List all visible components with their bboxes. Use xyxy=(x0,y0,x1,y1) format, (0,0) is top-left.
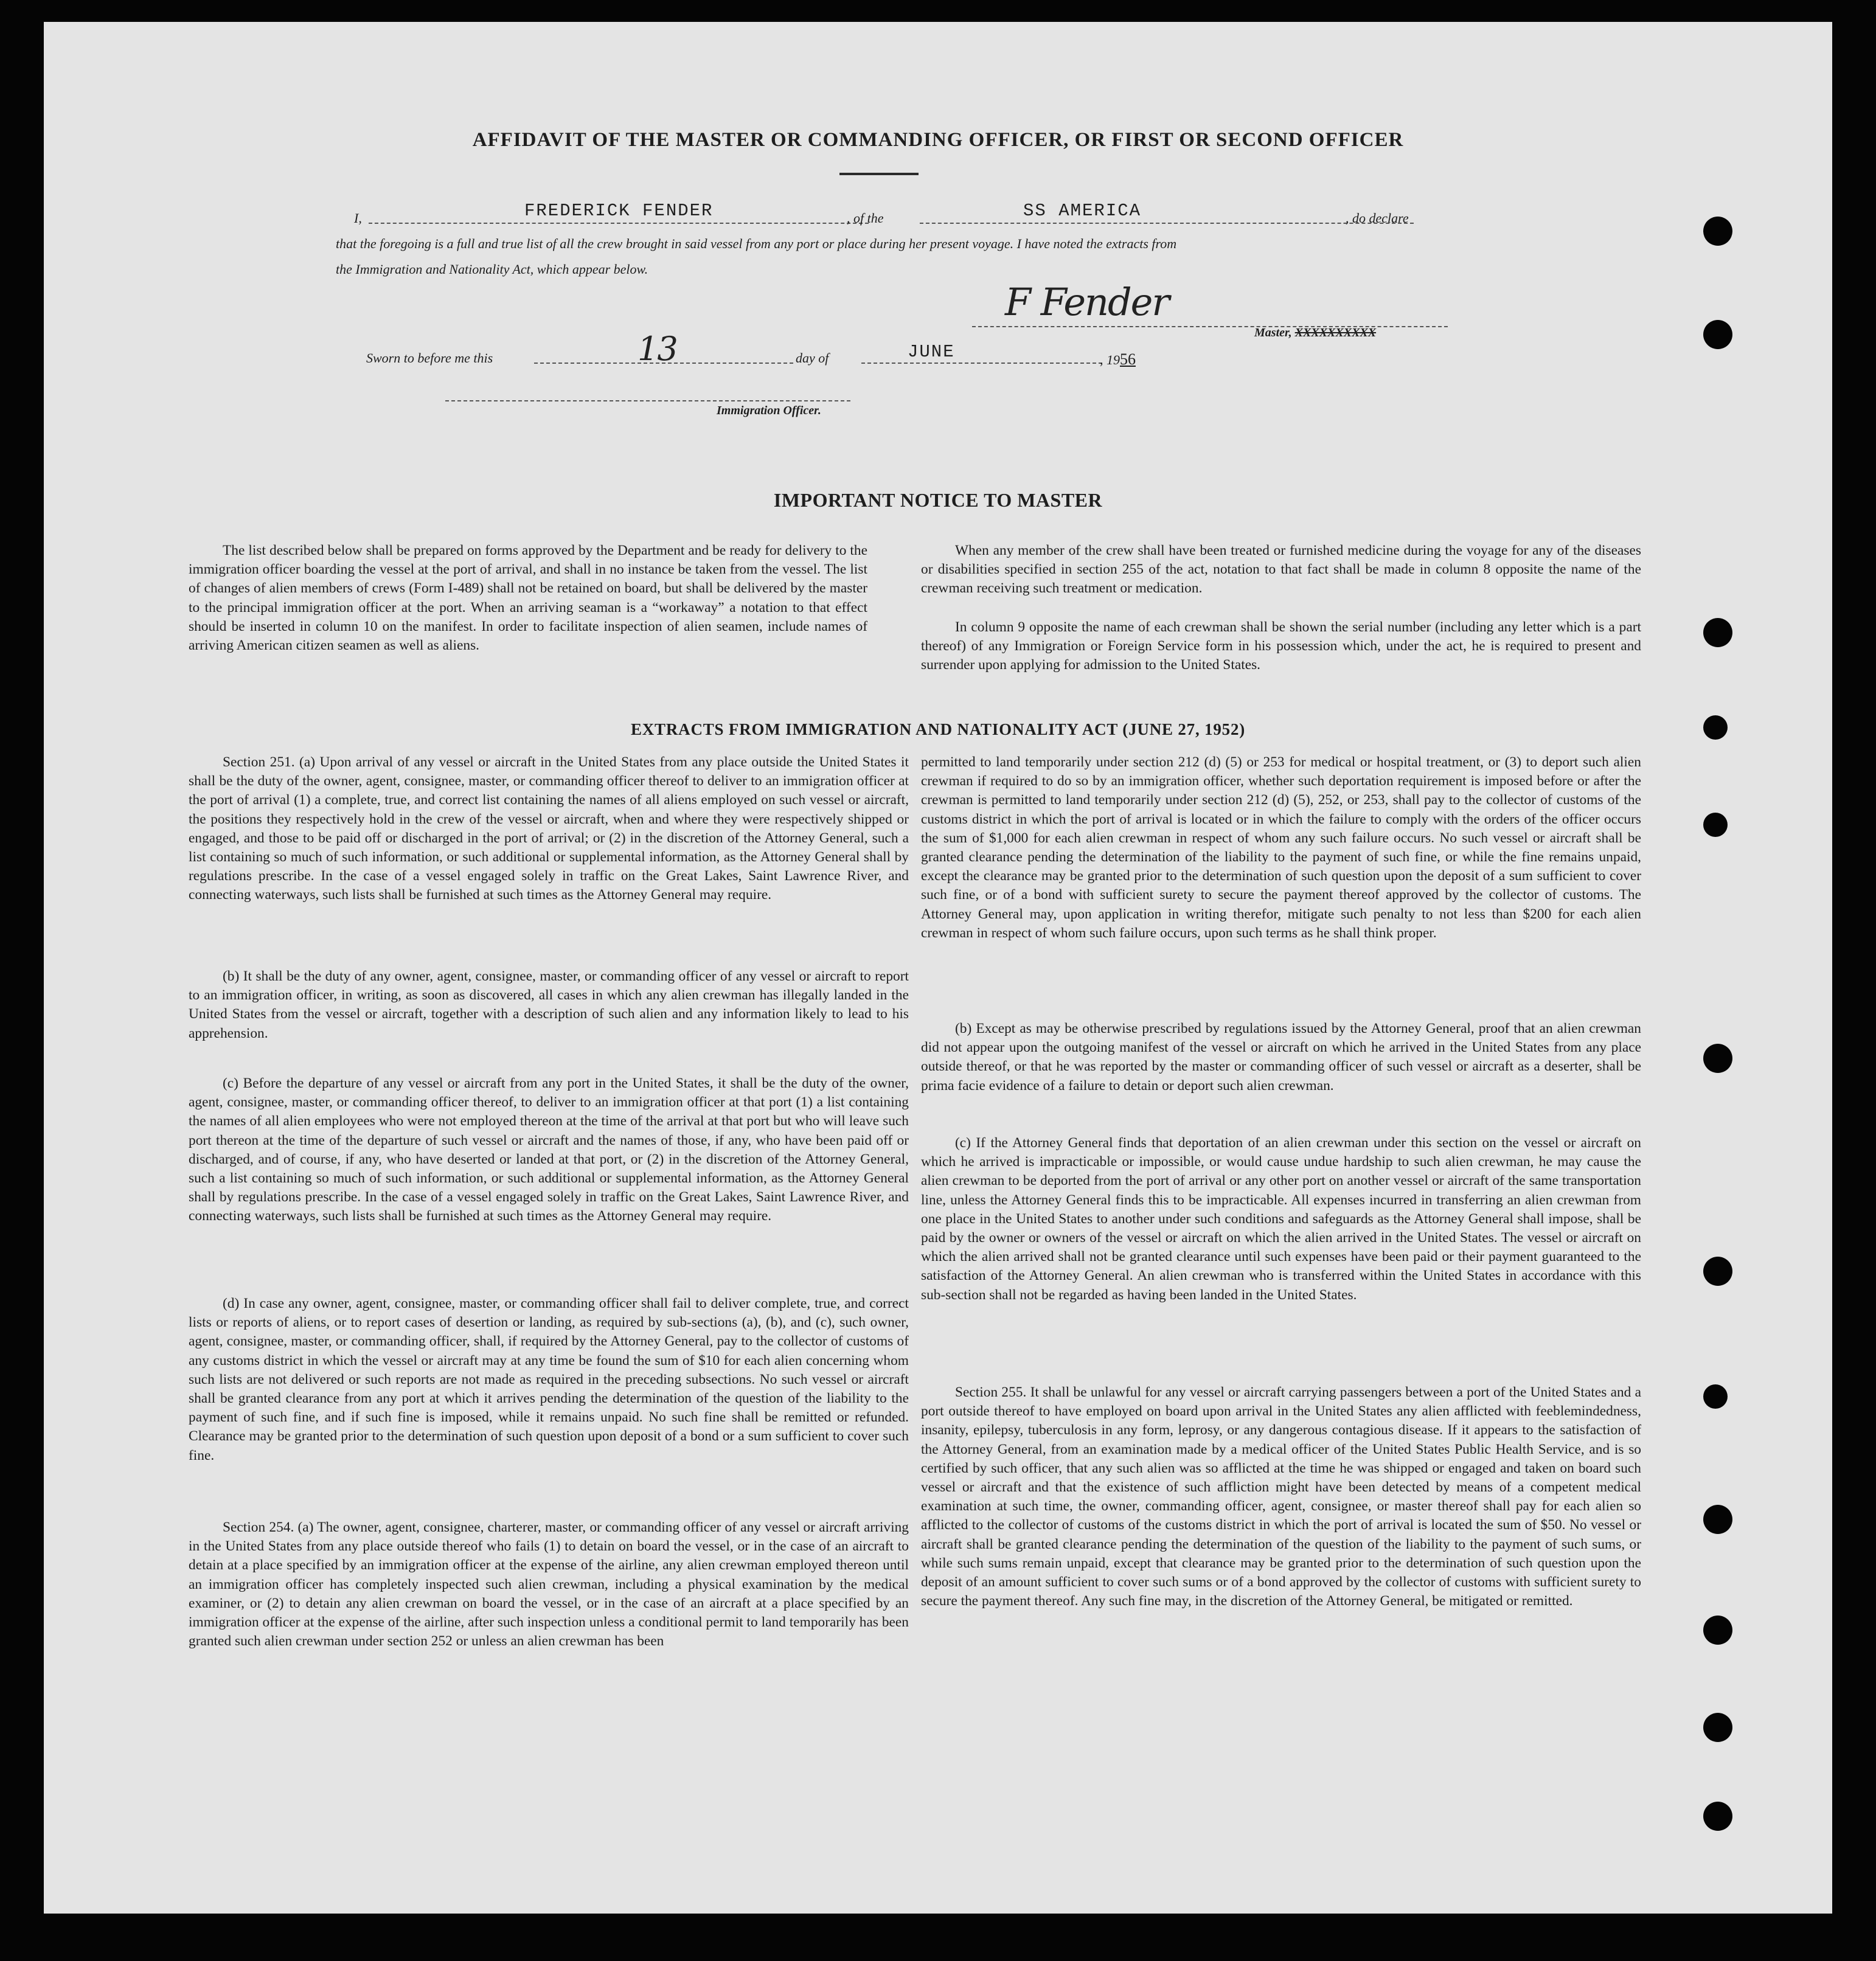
notice-right-paragraph-2: In column 9 opposite the name of each crewman shall be shown the serial number (including any letter which is a part thereof) of any Immigration or Foreign Service form in his possession which, under the act, he is required to present and surrender upon applying for admission to the United States. xyxy=(921,619,1641,673)
punch-hole xyxy=(1703,1713,1732,1742)
vessel-name: SS AMERICA xyxy=(1023,201,1142,221)
document-page xyxy=(44,22,1832,1914)
section-255: Section 255. It shall be unlawful for any vessel or aircraft carrying passengers between a port of the United States and a port outside thereof to have employed on board upon arrival in the United States any alien afflicted with feeblemindedness, insanity, epilepsy, tuberculosis in any form, leprosy, or any dangerous contagious disease. If it appears to the satisfaction of the Attorney General, from an examination made by a medical officer of the United States Public Health Service, and is so certified by such officer, that any such alien was so afflicted at the time he was shipped or engaged and taken on board such vessel or aircraft and that the existence of such affliction might have been detected by means of a competent medical examination at such time, the owner, commanding officer, agent, consignee, or master thereof shall pay for each alien so afflicted to the collector of customs of the customs district in which the port of arrival is located the sum of $50. No vessel or aircraft shall be granted clearance pending the determination of the question of the liability to the payment of such sums, or while such sums remain unpaid, except that clearance may be granted prior to the determination of such question upon the deposit of an amount sufficient to cover such sums or of a bond approved by the collector of customs with sufficient surety to secure the payment thereof. Any such fine may, in the discretion of the Attorney General, be mitigated or remitted. xyxy=(921,1384,1641,1609)
punch-hole xyxy=(1703,320,1732,349)
punch-hole xyxy=(1703,1384,1728,1409)
day-of-label: day of xyxy=(796,350,829,366)
section-254-b: (b) Except as may be otherwise prescribed by regulations issued by the Attorney General, proof that an alien crewman did not appear upon the outgoing manifest of the vessel or aircraft on which he arrived in the United States from any place outside thereof, or that he was reported by the master or commanding officer of such vessel or aircraft as a deserter, shall be prima facie evidence of a failure to detain or deport such alien crewman. xyxy=(921,1021,1641,1094)
declaration-line-2: the Immigration and Nationality Act, which appear below. xyxy=(336,262,648,277)
sworn-month-line xyxy=(861,363,1102,364)
sworn-prefix: Sworn to before me this xyxy=(366,350,493,366)
sworn-year xyxy=(1100,350,1136,369)
master-name: FREDERICK FENDER xyxy=(524,201,714,221)
notice-left-paragraph: The list described below shall be prepared on forms approved by the Department and be ready for delivery to the immigration officer boarding the vessel at the port of arrival, and shall in no instance be taken from the vessel. The list of changes of alien members of crews (Form I-489) shall not be retained on board, but shall be delivered by the master to the principal immigration officer at the port. When an arriving seaman is a “workaway” a notation to that effect should be inserted in column 10 on the manifest. In order to facilitate inspection of alien seamen, include names of arriving American citizen seamen as well as aliens. xyxy=(189,543,867,654)
sworn-day: 13 xyxy=(637,330,677,368)
extracts-title: EXTRACTS FROM IMMIGRATION AND NATIONALITY ACT (JUNE 27, 1952) xyxy=(630,720,1246,738)
section-254-a: Section 254. (a) The owner, agent, consignee, charterer, master, or commanding officer of any vessel or aircraft arriving in the United States from any place outside thereof who fails (1) to detain on board the vessel, or in the case of an aircraft to detain at a place specified by an immigration officer at the expense of the airline, any alien crewman employed thereon until an immigration officer has completely inspected such alien crewman, including a physical examination by the medical examiner, or (2) to detain any alien crewman on board the vessel, or in the case of an aircraft at a place specified by an immigration officer at the expense of the airline, after such inspection unless a conditional permit to land temporarily has been granted such alien crewman under section 252 or unless an alien crewman has been xyxy=(189,1519,909,1650)
master-signature: F Fender xyxy=(1005,280,1169,324)
punch-hole xyxy=(1703,618,1732,647)
notice-title: IMPORTANT NOTICE TO MASTER xyxy=(773,489,1103,511)
punch-hole xyxy=(1703,1505,1732,1534)
section-251-a: Section 251. (a) Upon arrival of any vessel or aircraft in the United States from any place outside the United States it shall be the duty of the owner, agent, consignee, master, or commanding officer thereof to deliver to an immigration officer at the port of arrival (1) a complete, true, and correct list containing the names of all aliens employed on such vessel or aircraft, the positions they respectively hold in the crew of the vessel or aircraft, when and where they were respectively shipped or engaged, and those to be paid off or discharged in the port of arrival; or (2) in the discretion of the Attorney General, such a list containing so much of such information, or such additional or supplemental information, as the Attorney General shall by regulations prescribe. In the case of a vessel engaged solely in traffic on the Great Lakes, Saint Lawrence River, and connecting waterways, such lists shall be furnished at such times as the Attorney General may require. xyxy=(189,754,909,903)
signature-caption xyxy=(1254,326,1376,340)
of-the-label: , of the xyxy=(847,210,884,226)
sworn-month: JUNE xyxy=(908,342,955,362)
punch-hole xyxy=(1703,1044,1732,1073)
section-251-d: (d) In case any owner, agent, consignee, master, or commanding officer shall fail to deliver complete, true, and correct lists or reports of aliens, or to report cases of desertion or landing, as required by sub-sections (a), (b), and (c), such owner, agent, consignee, master, or commanding officer, shall, if required by the Attorney General, pay to the collector of customs of any customs district in which the vessel or aircraft may at any time be found the sum of $10 for each alien concerning whom such lists are not delivered or such reports are not made as required in the preceding subsections. No such vessel or aircraft shall be granted clearance from any port at which it arrives pending the determination of the question of the liability to the payment of such fine, and if such fine is imposed, while it remains unpaid. No such fine shall be remitted or refunded. Clearance may be granted prior to the determination of such question upon deposit of a bond or a sum sufficient to cover such fine. xyxy=(189,1296,909,1463)
punch-hole xyxy=(1703,1257,1732,1286)
section-251-b: (b) It shall be the duty of any owner, agent, consignee, master, or commanding officer of any vessel or aircraft to report to an immigration officer, in writing, as soon as discovered, all cases in which any alien crewman has illegally landed in the United States from the vessel or aircraft, together with a description of such alien and any information likely to lead to his apprehension. xyxy=(189,968,909,1041)
affidavit-title: AFFIDAVIT OF THE MASTER OR COMMANDING OFFICER, OR FIRST OR SECOND OFFICER xyxy=(472,129,1404,151)
section-254-c: (c) If the Attorney General finds that deportation of an alien crewman under this section on the vessel or aircraft on which he arrived is impracticable or impossible, or would cause undue hardship to such alien crewman, he may cause the alien crewman to be deported from the port of arrival or any other port on another vessel or aircraft of the same transportation line, unless the Attorney General finds this to be impracticable. All expenses incurred in transferring an alien crewman from one place in the United States to another under such conditions and safeguards as the Attorney General shall impose, shall be paid by the owner or owners of the vessel or aircraft on which the alien arrived in the United States. The vessel or aircraft on which the alien arrived shall not be granted clearance until such expenses have been paid or their payment guaranteed to the satisfaction of the Attorney General. An alien crewman who is transferred within the United States in accordance with this sub-section shall not be regarded as having been landed in the United States. xyxy=(921,1135,1641,1303)
name-line xyxy=(369,223,869,224)
vessel-line xyxy=(920,223,1414,224)
affidavit-prefix: I, xyxy=(354,210,362,226)
punch-hole xyxy=(1703,813,1728,837)
title-rule xyxy=(839,173,919,175)
signature-line xyxy=(972,326,1448,327)
notice-right-paragraph-1: When any member of the crew shall have been treated or furnished medicine during the voyage for any of the diseases or disabilities specified in section 255 of the act, notation to that fact shall be made in column 8 opposite the name of the crewman receiving such treatment or medication. xyxy=(921,543,1641,597)
punch-hole xyxy=(1703,217,1732,246)
punch-hole xyxy=(1703,715,1728,740)
year-prefix: , 19 xyxy=(1100,352,1120,367)
do-declare-label: , do declare xyxy=(1346,210,1409,226)
signature-caption-struck: XXXXXXXXXX xyxy=(1294,326,1377,339)
punch-hole xyxy=(1703,1802,1732,1831)
section-254-a-continued: permitted to land temporarily under section 212 (d) (5) or 253 for medical or hospital treatment, or (3) to deport such alien crewman if required to do so by an immigration officer, whether such deportation requirement is imposed before or after the crewman is permitted to land temporarily under section 212 (d) (5), 252, or 253, shall pay to the collector of customs of the customs district in which the port of arrival is located or in which the failure to comply with the orders of the officer occurs the sum of $1,000 for each alien crewman in respect of whom any such failure occurs. No such vessel or aircraft shall be granted clearance pending the determination of the liability to the payment of such fine, or while the fine remains unpaid, except the clearance may be granted prior to the determination of such question upon the deposit of a sum sufficient to cover such fine, or of a bond with sufficient surety to secure the payment thereof approved by the collector of customs. The Attorney General may, upon application in writing therefor, mitigate such penalty to not less than $200 for each alien crewman in respect of whom such failure occurs, upon such terms as he shall think proper. xyxy=(921,754,1641,941)
officer-caption: Immigration Officer. xyxy=(717,404,821,417)
punch-hole xyxy=(1703,1616,1732,1645)
signature-caption-master: Master, xyxy=(1254,326,1295,339)
section-251-c: (c) Before the departure of any vessel or aircraft from any port in the United States, it shall be the duty of the owner, agent, consignee, master, or commanding officer thereof, to deliver to an immigration officer at that port (1) a list containing the names of all alien employees who were not employed thereon at the time of the arrival at that port but who will leave such port thereon at the time of the departure of such vessel or aircraft and the names of those, if any, who have been paid off or discharged, and of course, if any, who have deserted or landed at that port, or (2) in the discretion of the Attorney General, such a list containing so much of such information, or such additional or supplemental information, as the Attorney General shall by regulations prescribe. In the case of a vessel engaged solely in traffic on the Great Lakes, Saint Lawrence River, and connecting waterways, such lists shall be furnished at such times as the Attorney General may require. xyxy=(189,1075,909,1224)
declaration-line-1: that the foregoing is a full and true list of all the crew brought in said vessel from any port or place during her present voyage. I have noted the extracts from xyxy=(336,236,1177,251)
year-suffix: 56 xyxy=(1120,350,1136,368)
officer-line xyxy=(445,400,850,401)
